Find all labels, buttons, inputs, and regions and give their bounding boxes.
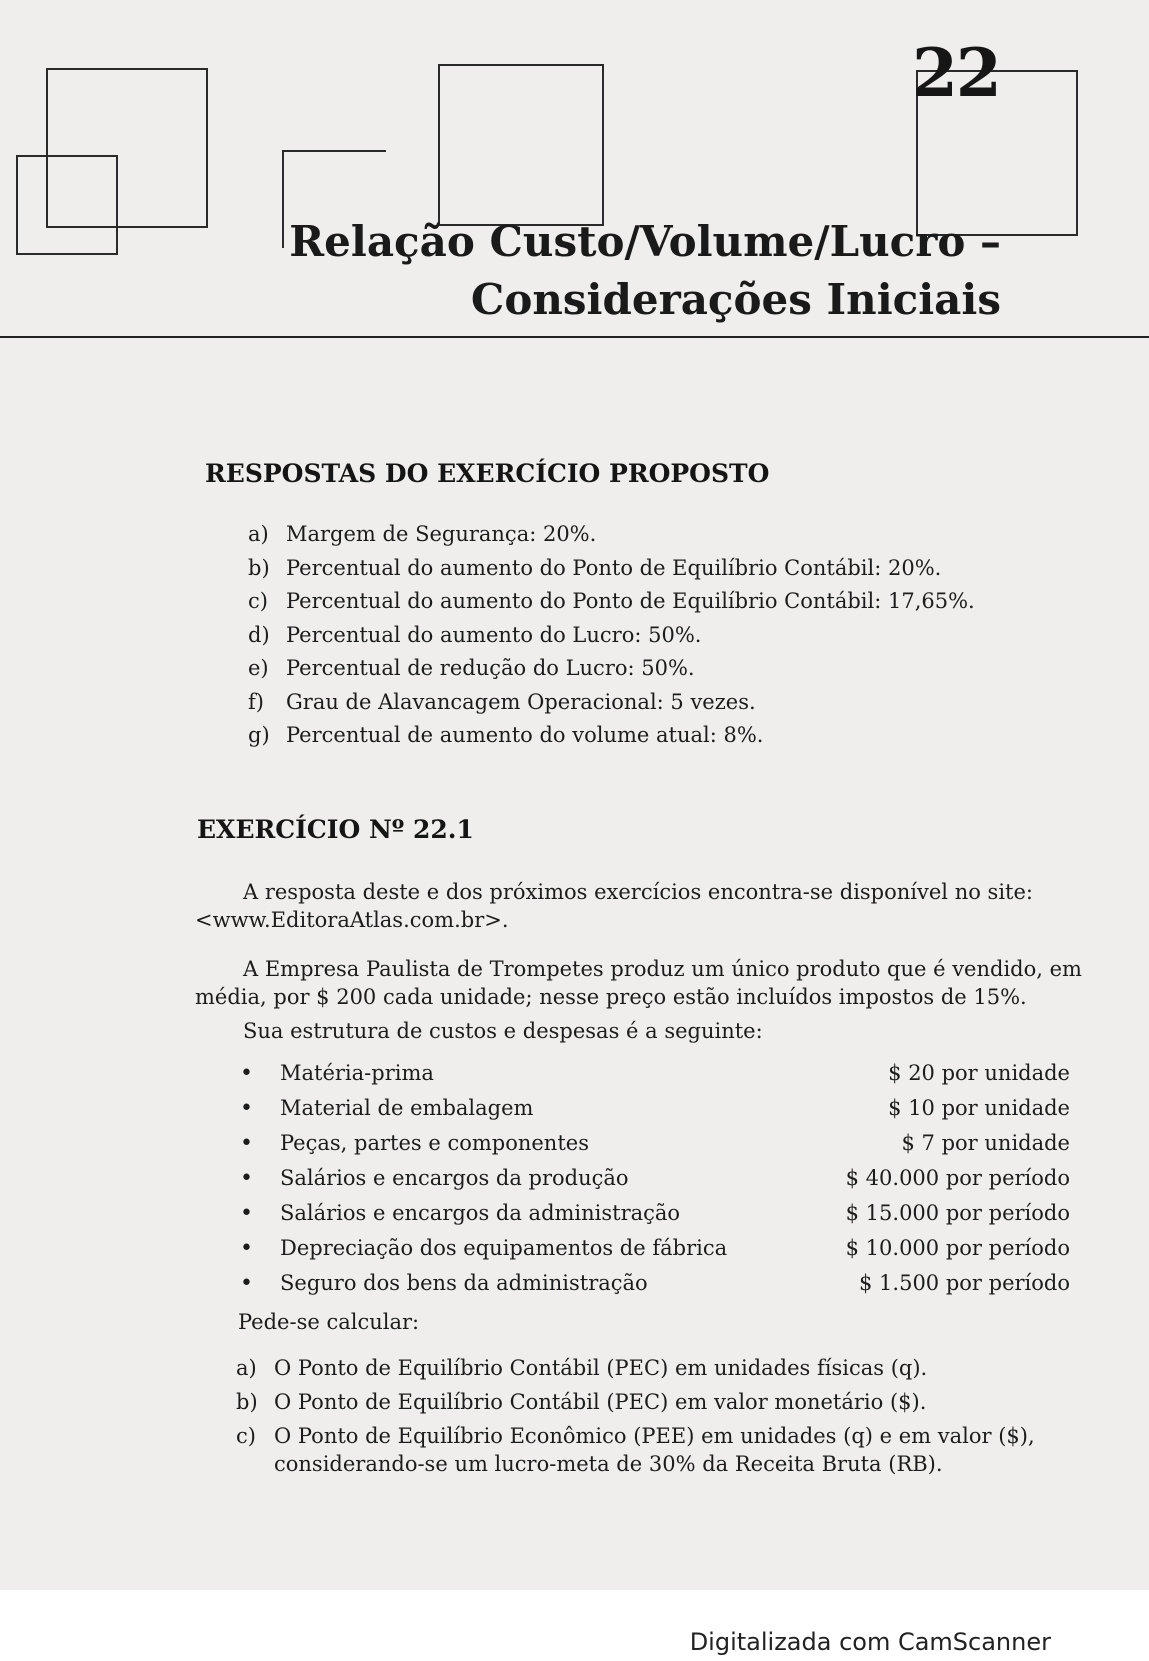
answer-item: f) Grau de Alavancagem Operacional: 5 vezes. xyxy=(248,689,756,714)
answers-list xyxy=(248,518,975,753)
cost-structure-list xyxy=(240,1056,1070,1301)
answers-section-title: RESPOSTAS DO EXERCÍCIO PROPOSTO xyxy=(205,459,770,488)
decorative-square xyxy=(16,155,118,255)
bullet: • xyxy=(240,1096,253,1121)
exercise-intro-paragraph: A resposta deste e dos próximos exercícios encontra-se disponível no site: <www.EditoraAtlas.com.br>. xyxy=(195,880,1033,932)
cost-item: • Matéria-prima $ 20 por unidade xyxy=(240,1056,1070,1091)
chapter-title-line2: Considerações Iniciais xyxy=(470,275,1001,324)
bullet: • xyxy=(240,1201,253,1226)
answer-item: d) Percentual do aumento do Lucro: 50%. xyxy=(248,622,702,647)
bullet: • xyxy=(240,1236,253,1261)
chapter-number: 22 xyxy=(912,34,1000,112)
exercise-title: EXERCÍCIO Nº 22.1 xyxy=(197,815,474,844)
ask-item: c) O Ponto de Equilíbrio Econômico (PEE) em unidades (q) e em valor ($), considerando-se um lucro-meta de 30% da Receita Bruta (RB). xyxy=(236,1424,1035,1476)
camscanner-watermark: Digitalizada com CamScanner xyxy=(689,1628,1051,1656)
answer-item: a) Margem de Segurança: 20%. xyxy=(248,522,597,546)
bullet: • xyxy=(240,1271,253,1296)
answer-item: e) Percentual de redução do Lucro: 50%. xyxy=(248,656,695,680)
exercise-problem-paragraph: A Empresa Paulista de Trompetes produz um único produto que é vendido, em média, por $ 200 cada unidade; nesse preço estão incluídos impostos de 15%. xyxy=(195,957,1082,1009)
cost-item: • Seguro dos bens da administração $ 1.500 por período xyxy=(240,1266,1070,1301)
chapter-title-line1: Relação Custo/Volume/Lucro – xyxy=(289,217,1001,266)
bullet: • xyxy=(240,1166,253,1191)
answer-item: b) Percentual do aumento do Ponto de Equilíbrio Contábil: 20%. xyxy=(248,555,942,580)
costs-intro: Sua estrutura de custos e despesas é a seguinte: xyxy=(243,1019,763,1043)
ask-item: b) O Ponto de Equilíbrio Contábil (PEC) em valor monetário ($). xyxy=(236,1390,927,1414)
asks-intro: Pede-se calcular: xyxy=(238,1310,420,1334)
cost-item: • Material de embalagem $ 10 por unidade xyxy=(240,1091,1070,1126)
answer-item: g) Percentual de aumento do volume atual: 8%. xyxy=(248,723,764,747)
cost-item: • Peças, partes e componentes $ 7 por unidade xyxy=(240,1126,1070,1161)
cost-item: • Salários e encargos da administração $ 15.000 por período xyxy=(240,1196,1070,1231)
answer-item: c) Percentual do aumento do Ponto de Equilíbrio Contábil: 17,65%. xyxy=(248,589,975,613)
title-divider xyxy=(0,336,1149,338)
ask-item: a) O Ponto de Equilíbrio Contábil (PEC) em unidades físicas (q). xyxy=(236,1356,928,1380)
chapter-title xyxy=(289,213,1001,329)
decorative-square xyxy=(438,64,604,226)
cost-item: • Depreciação dos equipamentos de fábrica $ 10.000 por período xyxy=(240,1231,1070,1266)
bullet: • xyxy=(240,1131,253,1156)
bullet: • xyxy=(240,1061,253,1086)
asks-list xyxy=(236,1354,1071,1484)
cost-item: • Salários e encargos da produção $ 40.000 por período xyxy=(240,1161,1070,1196)
